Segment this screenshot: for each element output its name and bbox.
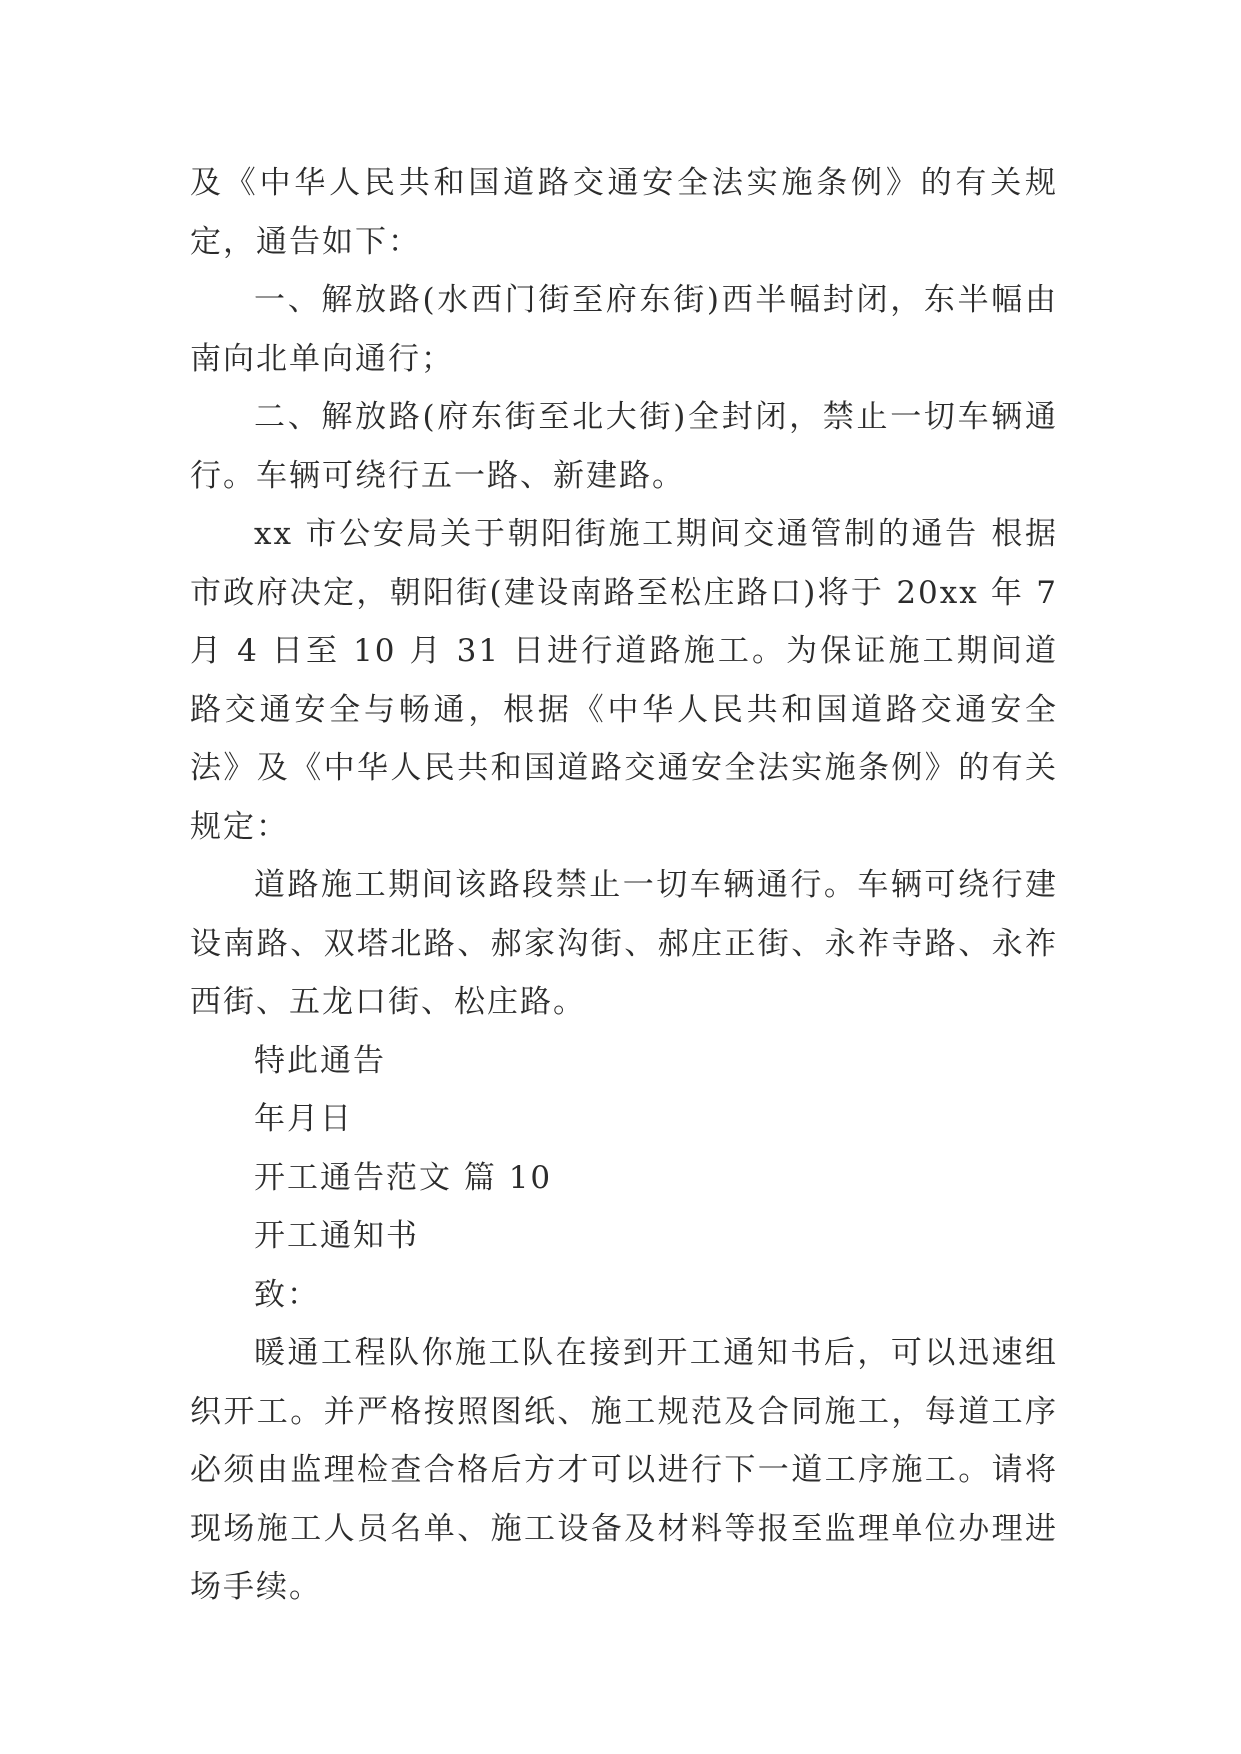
paragraph-hereby-notice: 特此通告	[254, 1042, 386, 1079]
paragraph-addressee: 致：	[254, 1276, 320, 1313]
paragraph-notice-title: 开工通知书	[254, 1218, 419, 1254]
paragraph-section-heading: 开工通告范文 篇 10	[254, 1159, 553, 1196]
paragraph-chaoyang-notice: xx 市公安局关于朝阳街施工期间交通管制的通告 根据市政府决定，朝阳街(建设南路至松庄路口)将于 20xx 年 7 月 4 日至 10 月 31 日进行道路施工。为保证施工期间道路交通安全与畅通，根据《中华人民共和国道路交通安全法》及《中华人民共和国道路交通安全法实施条例》的有关规定：	[190, 516, 1058, 845]
paragraph-start-instructions: 暖通工程队你施工队在接到开工通知书后，可以迅速组织开工。并严格按照图纸、施工规范及合同施工，每道工序必须由监理检查合格后方才可以进行下一道工序施工。请将现场施工人员名单、施工设备及材料等报至监理单位办理进场手续。	[190, 1335, 1058, 1605]
paragraph-item-two: 二、解放路(府东街至北大街)全封闭，禁止一切车辆通行。车辆可绕行五一路、新建路。	[190, 399, 1058, 494]
paragraph-date-line: 年月日	[254, 1101, 353, 1137]
paragraph-regulation-continuation: 及《中华人民共和国道路交通安全法实施条例》的有关规定，通告如下：	[190, 165, 1058, 260]
paragraph-detour: 道路施工期间该路段禁止一切车辆通行。车辆可绕行建设南路、双塔北路、郝家沟街、郝庄正街、永祚寺路、永祚西街、五龙口街、松庄路。	[190, 867, 1058, 1020]
document-body	[190, 154, 1058, 1617]
paragraph-item-one: 一、解放路(水西门街至府东街)西半幅封闭，东半幅由南向北单向通行；	[190, 282, 1058, 377]
